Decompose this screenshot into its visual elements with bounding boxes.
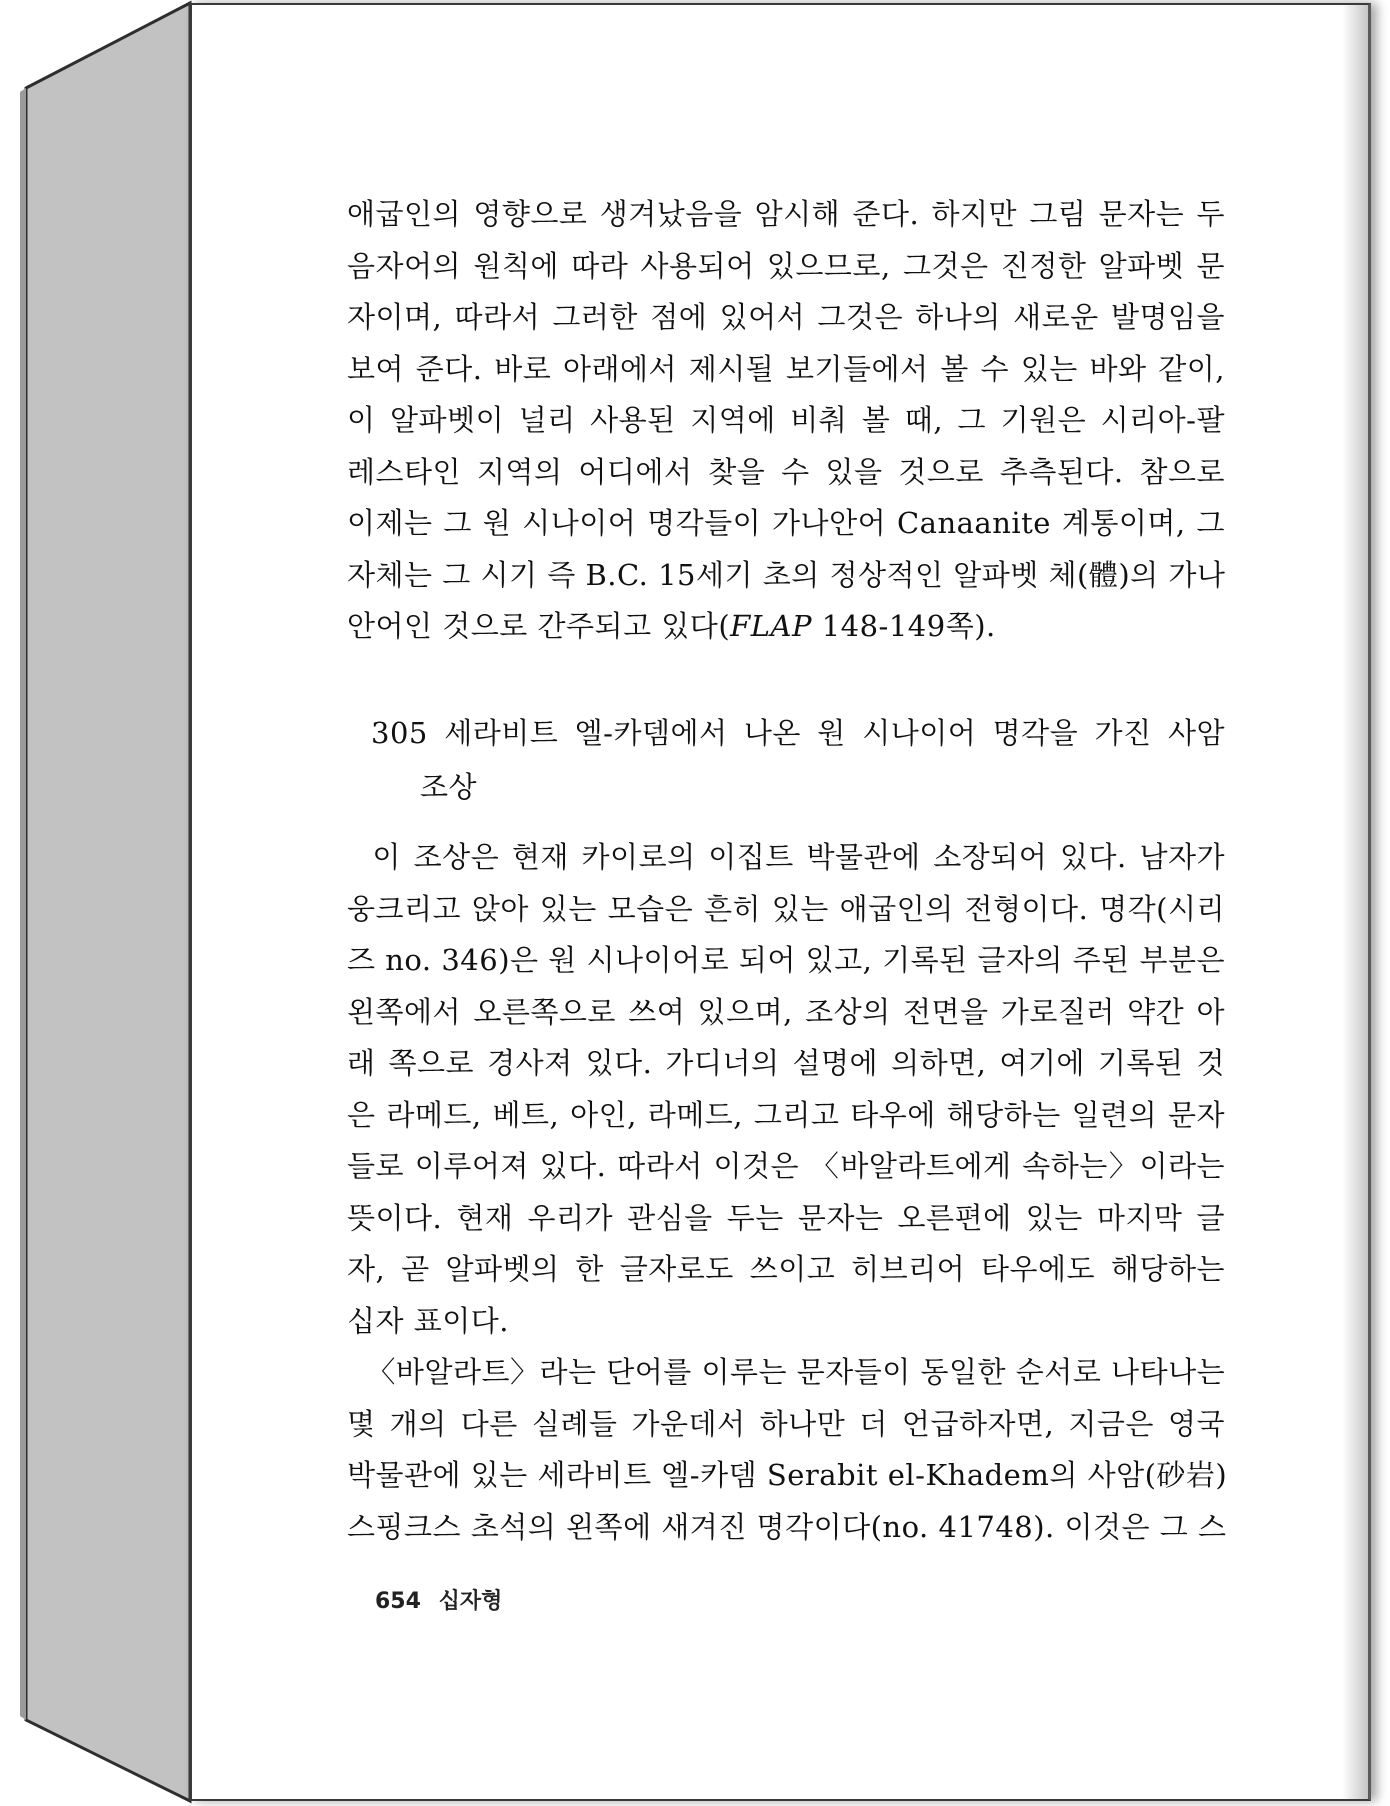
page-number: 654: [375, 1589, 421, 1614]
text-line-last: [347, 601, 1225, 653]
text-line: 자이며, 따라서 그러한 점에 있어서 그것은 하나의 새로운 발명임을: [347, 300, 1225, 334]
text-line: 애굽인의 영향으로 생겨났음을 암시해 준다. 하지만 그림 문자는 두: [347, 197, 1225, 231]
text-line: 뜻이다. 현재 우리가 관심을 두는 문자는 오른편에 있는 마지막 글: [347, 1200, 1225, 1235]
text-fragment: 148-149쪽).: [811, 609, 996, 643]
text-line-last: 십자 표이다.: [347, 1303, 510, 1338]
text-line: 자, 곧 알파벳의 한 글자로도 쓰이고 히브리어 타우에도 해당하는: [347, 1252, 1225, 1286]
text-line: 이 조상은 현재 카이로의 이집트 박물관에 소장되어 있다. 남자가: [347, 840, 1225, 874]
text-line: 자체는 그 시기 즉 B.C. 15세기 초의 정상적인 알파벳 체(體)의 가나: [347, 557, 1226, 592]
text-line: 이제는 그 원 시나이어 명각들이 가나안어 Canaanite 계통이며, 그: [347, 506, 1225, 540]
text-line: 들로 이루어져 있다. 따라서 이것은 〈바알라트에게 속하는〉이라는: [347, 1149, 1225, 1183]
text-line: 보여 준다. 바로 아래에서 제시될 보기들에서 볼 수 있는 바와 같이,: [347, 351, 1225, 386]
text-line: 이 알파벳이 널리 사용된 지역에 비춰 볼 때, 그 기원은 시리아-팔: [347, 403, 1225, 437]
text-line: 웅크리고 앉아 있는 모습은 흔히 있는 애굽인의 전형이다. 명각(시리: [347, 891, 1225, 926]
section-heading: [371, 706, 1225, 814]
paragraph-1: [347, 189, 1225, 653]
text-line: 래 쪽으로 경사져 있다. 가디너의 설명에 의하면, 여기에 기록된 것: [347, 1046, 1225, 1080]
book-spine-illustration: [0, 0, 200, 1806]
text-line: 음자어의 원칙에 따라 사용되어 있으므로, 그것은 진정한 알파벳 문: [347, 248, 1225, 283]
citation-abbreviation: FLAP: [730, 609, 812, 643]
text-line: 은 라메드, 베트, 아인, 라메드, 그리고 타우에 해당하는 일련의 문자: [347, 1097, 1225, 1132]
paragraph-2: [347, 832, 1228, 1553]
section-heading-line: 305 세라비트 엘-카뎀에서 나온 원 시나이어 명각을 가진 사암: [371, 716, 1225, 750]
text-fragment: 안어인 것으로 간주되고 있다(: [347, 609, 731, 643]
running-title: 십자형: [438, 1589, 503, 1614]
text-line: 왼쪽에서 오른쪽으로 쓰여 있으며, 조상의 전면을 가로질러 약간 아: [347, 994, 1225, 1029]
text-line: 스핑크스 초석의 왼쪽에 새겨진 명각이다(no. 41748). 이것은 그 스: [347, 1509, 1227, 1544]
text-line: 레스타인 지역의 어디에서 찾을 수 있을 것으로 추측된다. 참으로: [347, 454, 1225, 489]
page-edge-shadow: [1342, 5, 1368, 1799]
text-line: 즈 no. 346)은 원 시나이어로 되어 있고, 기록된 글자의 주된 부분은: [347, 943, 1225, 977]
section-heading-continuation: 조상: [420, 770, 478, 804]
page-footer: [375, 1584, 502, 1615]
text-line: 박물관에 있는 세라비트 엘-카뎀 Serabit el-Khadem의 사암(砂岩): [347, 1458, 1228, 1492]
text-line: 〈바알라트〉라는 단어를 이루는 문자들이 동일한 순서로 나타나는: [347, 1355, 1226, 1389]
text-line: 몇 개의 다른 실례들 가운데서 하나만 더 언급하자면, 지금은 영국: [347, 1406, 1225, 1441]
